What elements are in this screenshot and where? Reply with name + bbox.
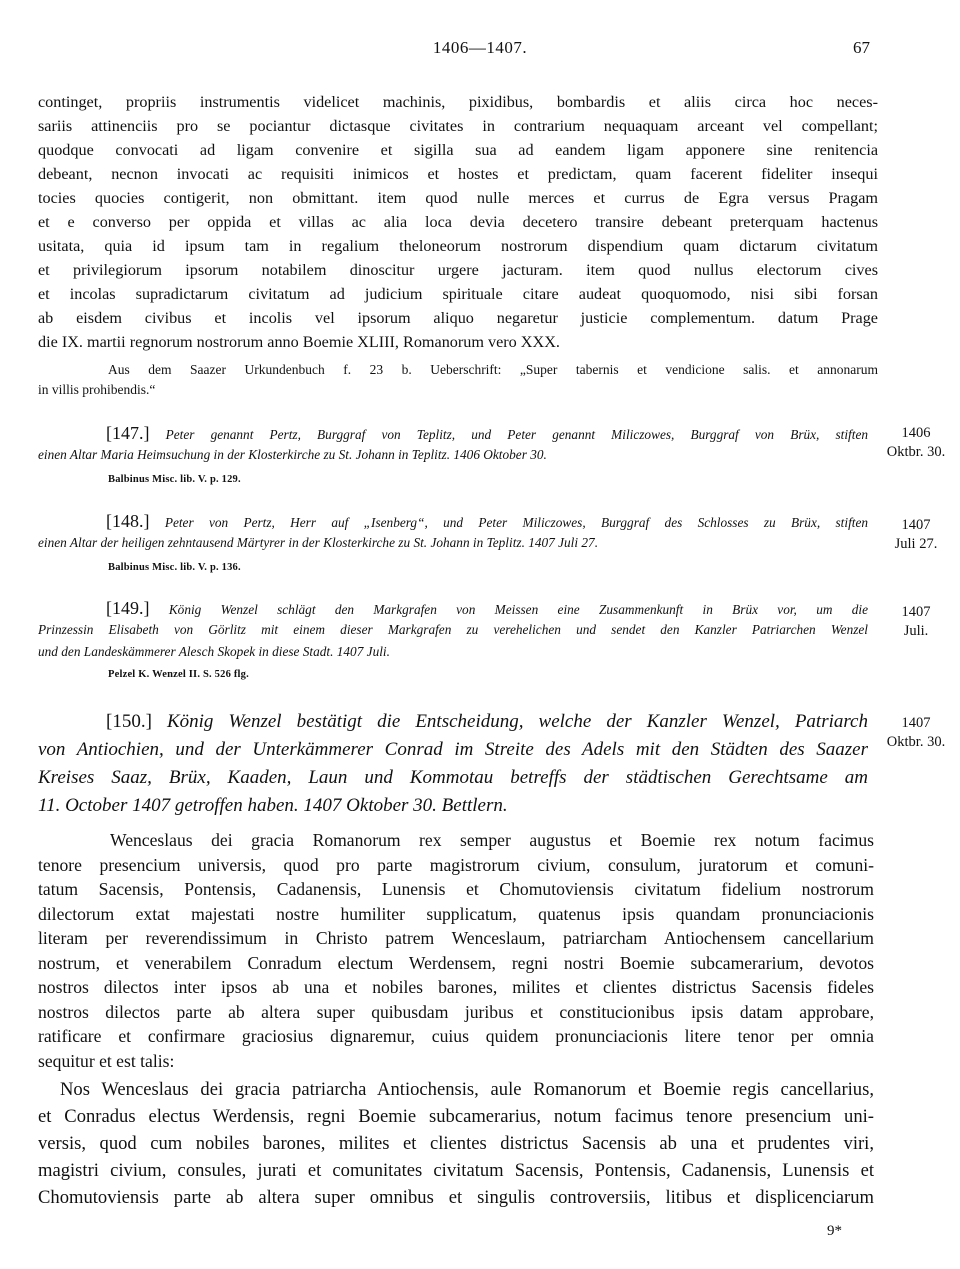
text-line: ab eisdem civibus et incolis vel ipsorum aliquo negaretur justicie complementum. datum Prage [38, 309, 878, 327]
entry-text: Kreises Saaz, Brüx, Kaaden, Laun und Kommotau betreffs der städtischen Gerechtsame am [38, 767, 868, 788]
margin-year: 1407 [901, 604, 931, 620]
entry-text: und den Landeskämmerer Alesch Skopek in diese Stadt. 1407 Juli. [38, 644, 390, 659]
quoted-paragraph [38, 1076, 874, 1211]
text-line: literam per reverendissimum in Christo patrem Wenceslaum, patriarcham Antiochensem cancellarium [38, 928, 874, 948]
entry-number: [147.] [106, 423, 150, 443]
text-line: et e converso per oppida et villas ac alia loca devia decetero transire debeant preterquam hactenus [38, 213, 878, 231]
margin-day: Juli 27. [894, 536, 938, 552]
text-line: sequitur et est talis: [38, 1050, 175, 1071]
margin-date-150 [880, 714, 952, 752]
text-line: nostrum, et venerabilem Conradum electum Werdensem, regni nostri Boemie subcamerarium, devotos [38, 952, 874, 973]
entry-number: [150.] [106, 711, 152, 732]
text-line: magistri civium, consules, jurati et comunitates civitatum Sacensis, Pontensis, Cadanensis, Lunensis et [38, 1160, 874, 1181]
text-line: versis, quod cum nobiles barones, milites et clientes districtus Sacensis ab una et prudentes viri, [38, 1133, 874, 1154]
text-line: et privilegiorum ipsorum notabilem dinoscitur urgere jacturam. item quod nullus electorum cives [38, 261, 878, 279]
text-line: usitata, quia id ipsum tam in regalium theloneorum nostrorum dispendium quam dictarum civitatum [38, 237, 878, 255]
text-line: quodque convocati ad ligam convenire et sigilla sua ad eandem ligam apponere sine renitencia [38, 141, 878, 159]
entry-text: Prinzessin Elisabeth von Görlitz mit einem dieser Markgrafen zu verehelichen und sendet den Kanzler Patriarchen Wenzel [38, 622, 868, 637]
main-paragraph [38, 828, 874, 1073]
text-line: Chomutoviensis parte ab altera super omnibus et singulis controversiis, litibus et displicenciarum [38, 1187, 874, 1208]
source-line: in villis prohibendis.“ [38, 382, 156, 397]
margin-year: 1407 [901, 715, 931, 731]
entry-text: Peter genannt Pertz, Burggraf von Teplitz, und Peter genannt Miliczowes, Burggraf von Brüx, stiften [165, 427, 868, 442]
running-header-year-range: 1406—1407. [432, 38, 528, 57]
signature-mark: 9* [827, 1223, 842, 1239]
text-line: continget, propriis instrumentis videlicet machinis, pixidibus, bombardis et aliis circa hoc neces- [38, 93, 878, 111]
entry-text: 11. October 1407 getroffen haben. 1407 Oktober 30. Bettlern. [38, 795, 508, 816]
text-line: dilectorum extat majestati nostre humiliter supplicatum, quatenus ipsis quandam pronunciacionis [38, 903, 874, 924]
text-line: et Conradus electus Werdensis, regni Boemie subcamerarius, notum facimus tenore presencium uni- [38, 1106, 874, 1127]
text-line: et incolas supradictarum civitatum ad judicium spirituale citare audeat quoquomodo, nisi sibi forsan [38, 285, 878, 303]
text-line: die IX. martii regnorum nostrorum anno Boemie XLIII, Romanorum vero XXX. [38, 333, 560, 351]
top-paragraph [38, 90, 878, 354]
text-line: tatum Sacensis, Pontensis, Cadanensis, Lunensis et Chomutoviensis civitatum fidelium nostrorum [38, 879, 874, 899]
text-line: tocies quocies contigerit, non obmittant. item quod nulle merces et currus de Egra versus Pragam [38, 189, 878, 207]
entry-150 [38, 708, 868, 820]
margin-day: Oktbr. 30. [886, 734, 946, 750]
top-source-note [38, 360, 878, 400]
entry-148 [38, 510, 868, 554]
entry-text: König Wenzel schlägt den Markgrafen von Meissen eine Zusammenkunft in Brüx vor, um die [168, 602, 868, 617]
margin-date-149 [880, 603, 952, 641]
entry-149-source: Pelzel K. Wenzel II. S. 526 flg. [108, 669, 249, 680]
margin-date-148 [880, 516, 952, 554]
text-line: ratificare et confirmare graciosius dignaremur, cuius quidem pronunciacionis litere tenor per omnia [38, 1026, 874, 1046]
source-line: Aus dem Saazer Urkundenbuch f. 23 b. Ueberschrift: „Super tabernis et vendicione salis. et annonarum [108, 362, 878, 377]
entry-148-source: Balbinus Misc. lib. V. p. 136. [108, 562, 241, 573]
margin-day: Juli. [903, 623, 929, 639]
text-line: nostros dilectos parte ab altera super quibusdam juribus et constitucionibus ipsis datam approbare, [38, 1001, 874, 1022]
entry-149 [38, 597, 868, 663]
entry-text: einen Altar Maria Heimsuchung in der Klosterkirche zu St. Johann in Teplitz. 1406 Oktober 30. [38, 447, 547, 462]
text-line: tenore presencium universis, quod pro parte magistrorum civium, consulum, juratorum et comuni- [38, 854, 874, 875]
entry-text: Peter von Pertz, Herr auf „Isenberg“, und Peter Miliczowes, Burggraf des Schlosses zu Brüx, stiften [164, 515, 868, 530]
entry-147 [38, 422, 868, 466]
entry-number: [149.] [106, 598, 150, 618]
entry-147-source: Balbinus Misc. lib. V. p. 129. [108, 474, 241, 485]
text-line: Wenceslaus dei gracia Romanorum rex semper augustus et Boemie rex notum facimus [110, 830, 874, 850]
text-line: sariis attinenciis pro se pociantur dictasque civitates in contrarium nequaquam arceant vel compellant; [38, 117, 878, 135]
entry-text: einen Altar der heiligen zehntausend Märtyrer in der Klosterkirche zu St. Johann in Teplitz. 1407 Juli 27. [38, 535, 599, 550]
page-number: 67 [853, 38, 870, 57]
text-line: Nos Wenceslaus dei gracia patriarcha Antiochensis, aule Romanorum et Boemie regis cancellarius, [60, 1079, 874, 1100]
entry-number: [148.] [106, 511, 150, 531]
margin-year: 1406 [901, 425, 931, 441]
entry-text: König Wenzel bestätigt die Entscheidung, welche der Kanzler Wenzel, Patriarch [166, 711, 868, 732]
entry-text: von Antiochien, und der Unterkämmerer Conrad im Streite des Adels mit den Städten des Saazer [38, 739, 868, 760]
text-line: debeant, necnon invocati ac requisiti inimicos et hostes et predictam, quam facerent fideliter insequi [38, 165, 878, 183]
text-line: nostros dilectos inter ipsos ab una et nobiles barones, milites et clientes districtus Sacensis fideles [38, 977, 874, 997]
margin-year: 1407 [901, 517, 931, 533]
margin-date-147 [880, 424, 952, 462]
margin-day: Oktbr. 30. [886, 444, 946, 460]
